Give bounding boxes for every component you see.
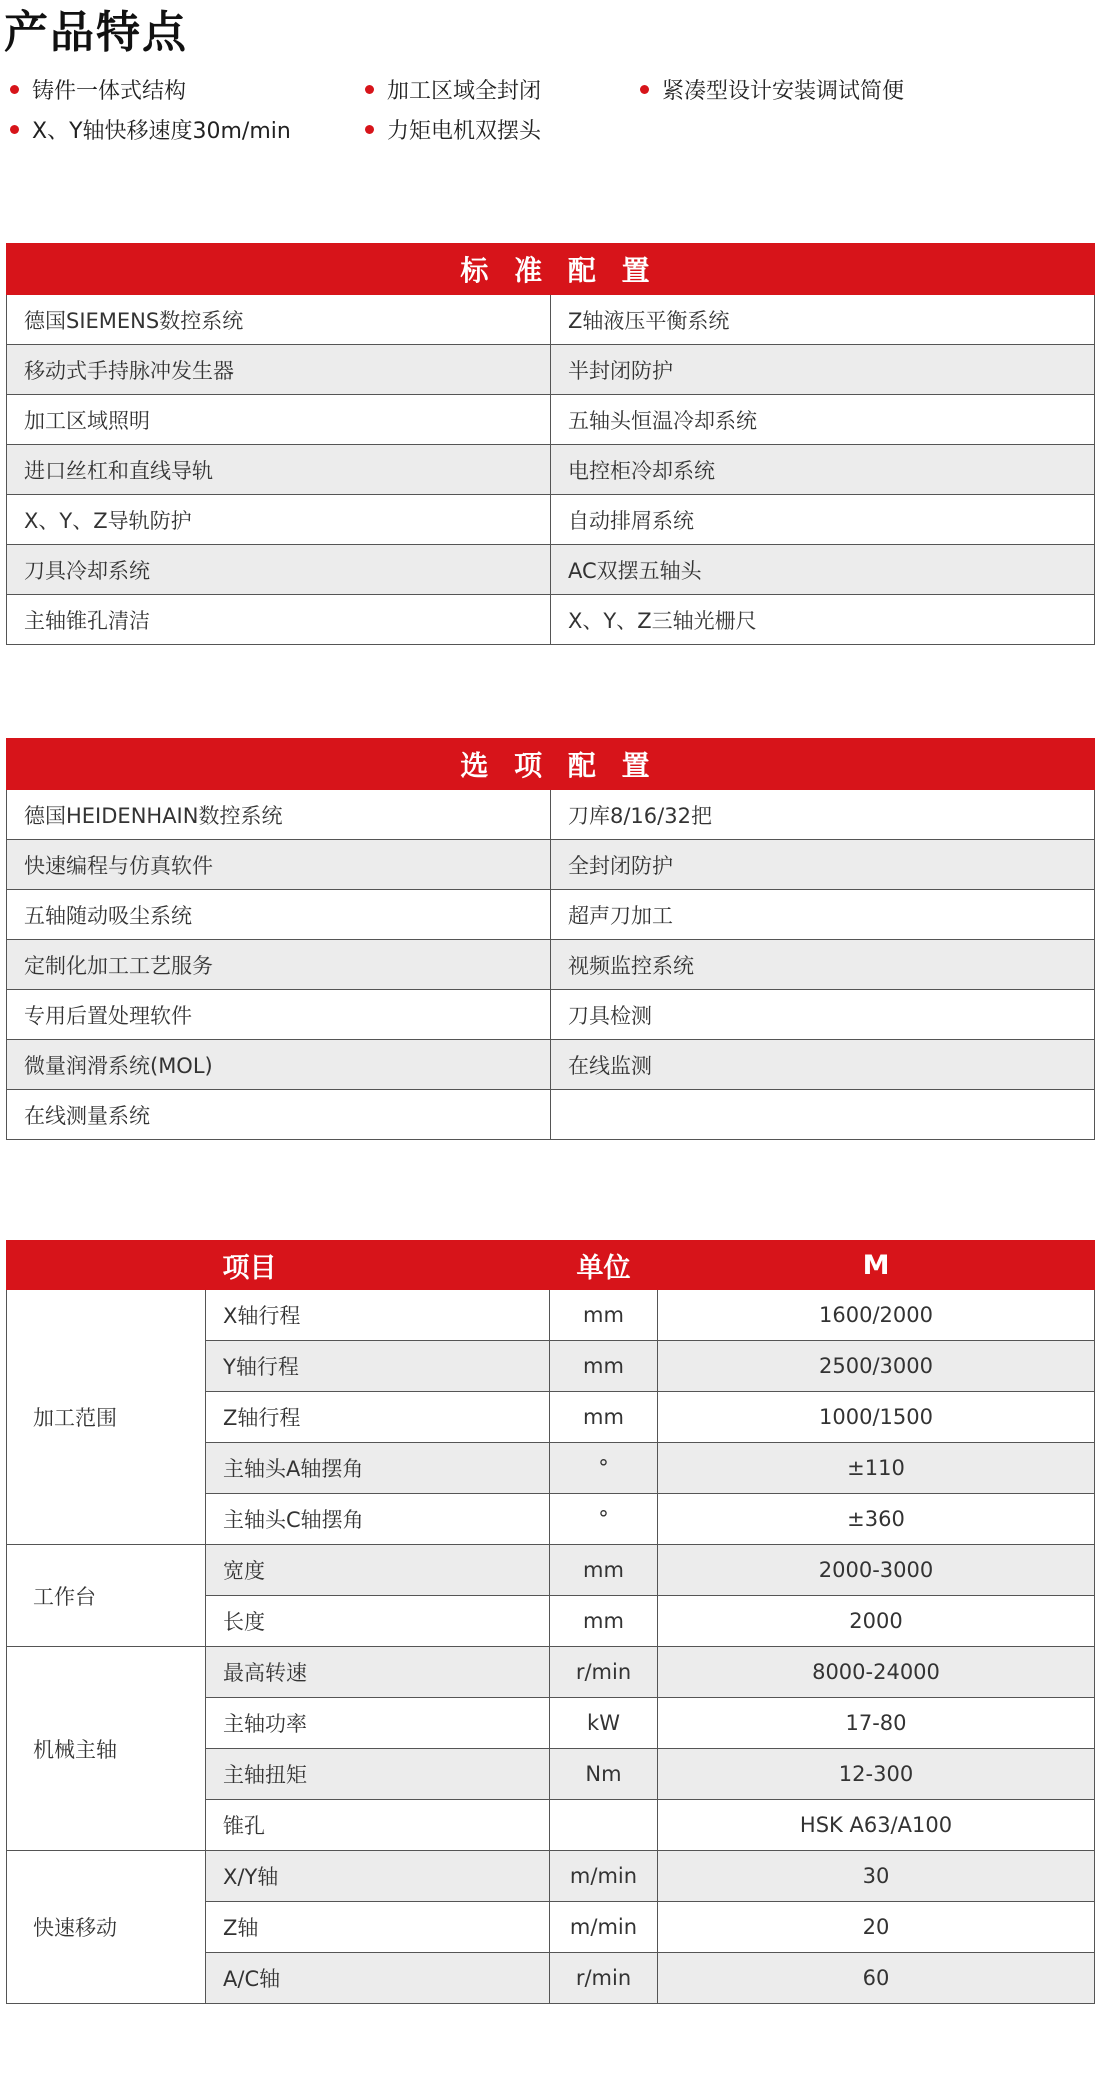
spec-value: 2000: [658, 1596, 1095, 1647]
spec-item: 宽度: [206, 1545, 550, 1596]
config-cell: 电控柜冷却系统: [551, 445, 1095, 495]
config-cell: 微量润滑系统(MOL): [7, 1040, 551, 1090]
spec-item: Z轴行程: [206, 1392, 550, 1443]
spec-table: [6, 1240, 1095, 2004]
config-cell: Z轴液压平衡系统: [551, 295, 1095, 345]
bullet-icon: [365, 125, 374, 134]
config-cell: 德国SIEMENS数控系统: [7, 295, 551, 345]
spec-unit: m/min: [550, 1851, 658, 1902]
spec-header-unit: 单位: [550, 1241, 658, 1290]
config-cell: 德国HEIDENHAIN数控系统: [7, 790, 551, 840]
spec-group-label: 工作台: [7, 1545, 206, 1647]
spec-item: 主轴头C轴摆角: [206, 1494, 550, 1545]
config-cell: 专用后置处理软件: [7, 990, 551, 1040]
spec-value: 60: [658, 1953, 1095, 2004]
config-cell: 半封闭防护: [551, 345, 1095, 395]
config-cell: AC双摆五轴头: [551, 545, 1095, 595]
spec-unit: r/min: [550, 1647, 658, 1698]
spec-value: 2500/3000: [658, 1341, 1095, 1392]
spec-header-blank: [7, 1241, 206, 1290]
config-cell: 超声刀加工: [551, 890, 1095, 940]
spec-item: X轴行程: [206, 1290, 550, 1341]
spec-value: 20: [658, 1902, 1095, 1953]
spec-value: 8000-24000: [658, 1647, 1095, 1698]
spec-item: Z轴: [206, 1902, 550, 1953]
config-cell: 视频监控系统: [551, 940, 1095, 990]
spec-value: ±360: [658, 1494, 1095, 1545]
spec-item: 主轴功率: [206, 1698, 550, 1749]
spec-unit: Nm: [550, 1749, 658, 1800]
feature-item: 加工区域全封闭: [365, 74, 541, 105]
config-cell: [551, 1090, 1095, 1140]
spec-unit: °: [550, 1494, 658, 1545]
spec-value: 1000/1500: [658, 1392, 1095, 1443]
spec-item: A/C轴: [206, 1953, 550, 2004]
optional-config-title: 选 项 配 置: [7, 739, 1095, 790]
feature-item: X、Y轴快移速度30m/min: [10, 114, 291, 145]
spec-item: 主轴扭矩: [206, 1749, 550, 1800]
spec-unit: mm: [550, 1290, 658, 1341]
config-cell: 移动式手持脉冲发生器: [7, 345, 551, 395]
spec-unit: kW: [550, 1698, 658, 1749]
spec-value: HSK A63/A100: [658, 1800, 1095, 1851]
bullet-icon: [10, 125, 19, 134]
spec-item: 最高转速: [206, 1647, 550, 1698]
spec-unit: [550, 1800, 658, 1851]
spec-group-label: 机械主轴: [7, 1647, 206, 1851]
spec-item: 锥孔: [206, 1800, 550, 1851]
spec-item: Y轴行程: [206, 1341, 550, 1392]
spec-value: 12-300: [658, 1749, 1095, 1800]
spec-header-model: M: [658, 1241, 1095, 1290]
config-cell: 刀具检测: [551, 990, 1095, 1040]
spec-group-label: 快速移动: [7, 1851, 206, 2004]
standard-config-title: 标 准 配 置: [7, 244, 1095, 295]
spec-value: 30: [658, 1851, 1095, 1902]
config-cell: X、Y、Z三轴光栅尺: [551, 595, 1095, 645]
config-cell: 刀具冷却系统: [7, 545, 551, 595]
feature-item: 铸件一体式结构: [10, 74, 186, 105]
feature-item: 紧凑型设计安装调试简便: [640, 74, 904, 105]
spec-unit: m/min: [550, 1902, 658, 1953]
config-cell: 在线测量系统: [7, 1090, 551, 1140]
spec-item: 长度: [206, 1596, 550, 1647]
standard-config-table: [6, 243, 1095, 645]
config-cell: 定制化加工工艺服务: [7, 940, 551, 990]
spec-value: ±110: [658, 1443, 1095, 1494]
feature-item: 力矩电机双摆头: [365, 114, 541, 145]
config-cell: 五轴头恒温冷却系统: [551, 395, 1095, 445]
config-cell: 自动排屑系统: [551, 495, 1095, 545]
spec-unit: mm: [550, 1341, 658, 1392]
config-cell: 快速编程与仿真软件: [7, 840, 551, 890]
config-cell: 加工区域照明: [7, 395, 551, 445]
spec-unit: mm: [550, 1596, 658, 1647]
spec-item: 主轴头A轴摆角: [206, 1443, 550, 1494]
config-cell: 五轴随动吸尘系统: [7, 890, 551, 940]
spec-unit: mm: [550, 1545, 658, 1596]
spec-value: 2000-3000: [658, 1545, 1095, 1596]
spec-header-item: 项目: [206, 1241, 550, 1290]
spec-group-label: 加工范围: [7, 1290, 206, 1545]
spec-value: 17-80: [658, 1698, 1095, 1749]
spec-item: X/Y轴: [206, 1851, 550, 1902]
spec-unit: r/min: [550, 1953, 658, 2004]
config-cell: 刀库8/16/32把: [551, 790, 1095, 840]
config-cell: X、Y、Z导轨防护: [7, 495, 551, 545]
bullet-icon: [10, 85, 19, 94]
spec-unit: mm: [550, 1392, 658, 1443]
page-title: 产品特点: [4, 7, 188, 58]
config-cell: 在线监测: [551, 1040, 1095, 1090]
bullet-icon: [365, 85, 374, 94]
config-cell: 进口丝杠和直线导轨: [7, 445, 551, 495]
config-cell: 全封闭防护: [551, 840, 1095, 890]
config-cell: 主轴锥孔清洁: [7, 595, 551, 645]
bullet-icon: [640, 85, 649, 94]
spec-value: 1600/2000: [658, 1290, 1095, 1341]
spec-unit: °: [550, 1443, 658, 1494]
optional-config-table: [6, 738, 1095, 1140]
